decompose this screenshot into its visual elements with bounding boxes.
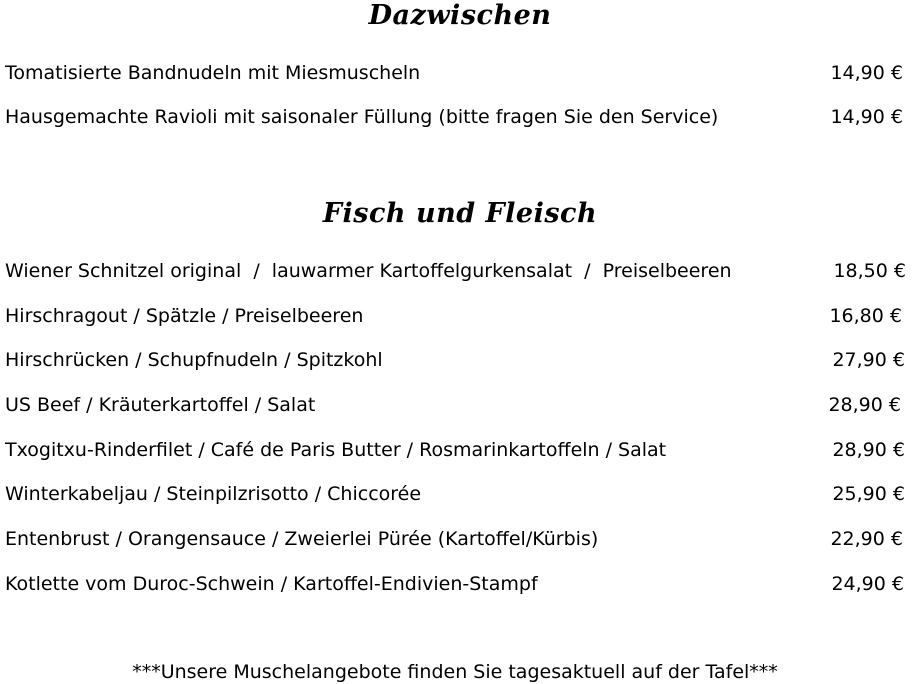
menu-item-price: 16,80 €: [829, 305, 902, 327]
menu-item-name: US Beef / Kräuterkartoffel / Salat: [5, 394, 316, 416]
section-heading-fisch-und-fleisch: Fisch und Fleisch: [322, 198, 598, 229]
mussel-offer-note: ***Unsere Muschelangebote finden Sie tagesaktuell auf der Tafel***: [132, 661, 778, 683]
menu-item-price: 14,90 €: [830, 62, 903, 84]
menu-item-name: Txogitxu-Rinderfilet / Café de Paris Butter / Rosmarinkartoffeln / Salat: [5, 439, 667, 461]
menu-item-name: Wiener Schnitzel original / lauwarmer Kartoffelgurkensalat / Preiselbeeren: [5, 260, 732, 282]
menu-item-name: Entenbrust / Orangensauce / Zweierlei Pürée (Kartoffel/Kürbis): [5, 528, 599, 550]
menu-item-price: 14,90 €: [830, 106, 903, 128]
menu-item-price: 22,90 €: [830, 528, 903, 550]
menu-item-price: 27,90 €: [832, 349, 905, 371]
menu-item-name: Hausgemachte Ravioli mit saisonaler Füllung (bitte fragen Sie den Service): [5, 106, 719, 128]
menu-item-name: Hirschragout / Spätzle / Preiselbeeren: [5, 305, 364, 327]
menu-item-price: 24,90 €: [831, 573, 904, 595]
menu-item-name: Hirschrücken / Schupfnudeln / Spitzkohl: [5, 349, 383, 371]
menu-item-price: 25,90 €: [832, 483, 905, 505]
menu-item-name: Winterkabeljau / Steinpilzrisotto / Chiccorée: [5, 483, 422, 505]
menu-item-name: Kotlette vom Duroc-Schwein / Kartoffel-Endivien-Stampf: [5, 573, 538, 595]
menu-item-price: 18,50 €: [833, 260, 906, 282]
menu-item-price: 28,90 €: [828, 394, 901, 416]
menu-item-name: Tomatisierte Bandnudeln mit Miesmuscheln: [5, 62, 421, 84]
menu-item-price: 28,90 €: [832, 439, 905, 461]
section-heading-dazwischen: Dazwischen: [368, 0, 552, 31]
